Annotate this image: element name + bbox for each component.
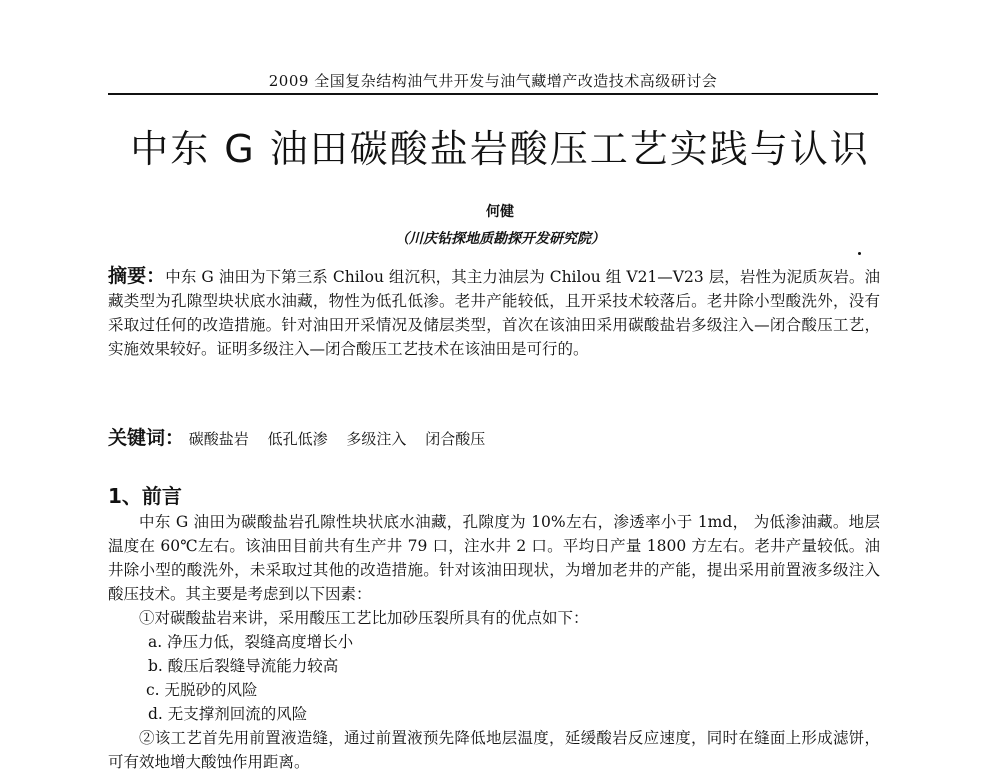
keyword: 多级注入 — [346, 430, 407, 448]
list-item: a. 净压力低，裂缝高度增长小 — [148, 633, 354, 651]
point-two: ②该工艺首先用前置液造缝，通过前置液预先降低地层温度，延缓酸岩反应速度，同时在缝面上形成滤饼，可有效地增大酸蚀作用距离。 — [108, 729, 880, 771]
section-body — [108, 510, 880, 774]
list-item: c. 无脱砂的风险 — [146, 681, 258, 699]
list-item: b. 酸压后裂缝导流能力较高 — [148, 657, 339, 675]
keywords-label: 关键词： — [108, 427, 185, 449]
running-header: 2009 全国复杂结构油气井开发与油气藏增产改造技术高级研讨会 — [268, 72, 718, 90]
keyword: 低孔低渗 — [267, 430, 328, 448]
author-affiliation: （川庆钻探地质勘探开发研究院） — [395, 231, 605, 247]
keyword: 碳酸盐岩 — [188, 430, 249, 448]
abstract-label: 摘要： — [108, 265, 166, 287]
keyword: 闭合酸压 — [425, 430, 486, 448]
paper-title: 中东 G 油田碳酸盐岩酸压工艺实践与认识 — [130, 127, 870, 171]
list-item: d. 无支撑剂回流的风险 — [148, 705, 308, 723]
abstract — [108, 264, 880, 361]
keywords — [108, 423, 880, 450]
intro-paragraph: 中东 G 油田为碳酸盐岩孔隙性块状底水油藏，孔隙度为 10%左右，渗透率小于 1md， 为低渗油藏。地层温度在 60℃左右。该油田目前共有生产井 79 口，注水井 2 口。平均日产量 1800 方左右。老井产量较低。油井除小型的酸洗外，未采取过其他的改造措施。针对该油田现状，为增加老井的产能，提出采用前置液多级注入酸压技术。其主要是考虑到以下因素： — [108, 513, 880, 603]
header-rule — [108, 93, 878, 95]
abstract-text: 中东 G 油田为下第三系 Chilou 组沉积，其主力油层为 Chilou 组 V21—V23 层，岩性为泥质灰岩。油藏类型为孔隙型块状底水油藏，物性为低孔低渗。老井产能较低，且开采技术较落后。老井除小型酸洗外，没有采取过任何的改造措施。针对油田开采情况及储层类型，首次在该油田采用碳酸盐岩多级注入—闭合酸压工艺，实施效果较好。证明多级注入—闭合酸压工艺技术在该油田是可行的。 — [108, 268, 880, 358]
scan-speck — [858, 252, 861, 255]
section-heading-introduction: 1、前言 — [108, 484, 182, 508]
author-name: 何健 — [486, 204, 514, 220]
point-one: ①对碳酸盐岩来讲，采用酸压工艺比加砂压裂所具有的优点如下： — [139, 609, 589, 627]
